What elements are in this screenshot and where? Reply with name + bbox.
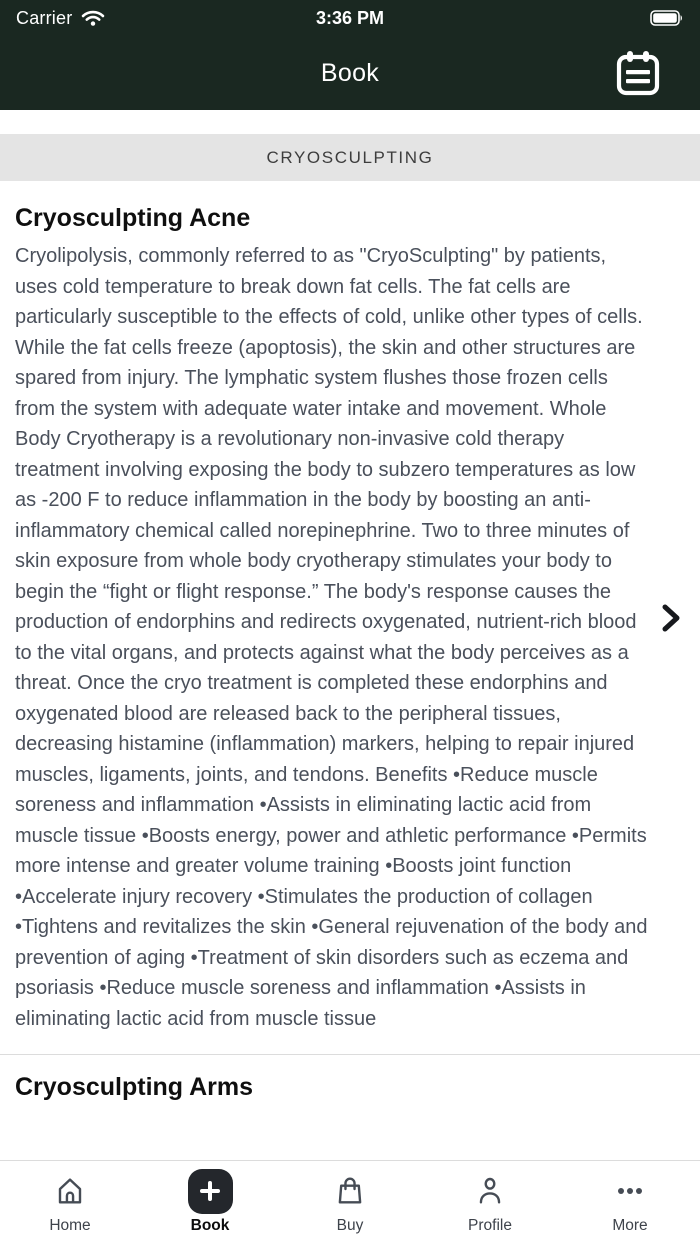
list-item-cryosculpting-arms[interactable] — [0, 1071, 700, 1103]
tab-buy[interactable] — [280, 1161, 420, 1244]
person-icon — [474, 1169, 506, 1213]
spacer — [0, 110, 700, 134]
next-article-title: Cryosculpting Arms — [15, 1073, 254, 1101]
wifi-icon — [81, 9, 105, 27]
tab-home[interactable] — [0, 1161, 140, 1244]
booking-calendar-icon — [614, 48, 662, 98]
appointments-button[interactable] — [614, 48, 662, 98]
tab-profile-label: Profile — [468, 1217, 512, 1234]
section-header — [0, 134, 700, 181]
article-body-text: Cryolipolysis, commonly referred to as "CryoSculpting" by patients, uses cold temperature to break down fat cells. The fat cells are particularly susceptible to the effects of cold, unlike other types of cells. While the fat cells freeze (apoptosis), the skin and other structures are spared from injury. The lymphatic system flushes those frozen cells from the system with adequate water intake and movement. Whole Body Cryotherapy is a revolutionary non-invasive cold therapy treatment involving exposing the body to subzero temperatures as low as -200 F to reduce inflammation in the body by boosting an anti-inflammatory chemical called norepinephrine. Two to three minutes of skin exposure from whole body cryotherapy stimulates your body to begin the “fight or flight response.” The body's response causes the production of endorphins and redirects oxygenated, nutrient-rich blood to the vital organs, and protects against what the body perceives as a threat. Once the cryo treatment is completed these endorphins and oxygenated blood are released back to the peripheral tissues, decreasing histamine (inflammation) markers, helping to repair injured muscles, ligaments, joints, and tendons. Benefits •Reduce muscle soreness and inflammation •Assists in eliminating lactic acid from muscle tissue •Boosts energy, power and athletic performance •Permits more intense and greater volume training •Boosts joint function •Accelerate injury recovery •Stimulates the production of collagen •Tightens and revitalizes the skin •General rejuvenation of the body and prevention of aging •Treatment of skin disorders such as eczema and psoriasis •Reduce muscle soreness and inflammation •Assists in eliminating lactic acid from muscle tissue — [15, 245, 648, 1030]
tab-more[interactable] — [560, 1161, 700, 1244]
clock-time: 3:36 PM — [315, 7, 385, 28]
plus-icon — [188, 1169, 233, 1214]
tab-profile[interactable] — [420, 1161, 560, 1244]
article-content — [15, 181, 652, 1054]
tab-book[interactable] — [140, 1161, 280, 1244]
list-item-cryosculpting-acne[interactable] — [0, 181, 700, 1054]
row-divider — [0, 1054, 700, 1055]
battery-icon — [650, 10, 684, 26]
status-bar — [0, 0, 700, 36]
tab-book-label: Book — [190, 1217, 230, 1234]
shopping-bag-icon — [334, 1169, 366, 1213]
ellipsis-icon — [613, 1169, 647, 1213]
section-header-label: CRYOSCULPTING — [266, 147, 434, 167]
nav-bar — [0, 36, 700, 110]
page-title: Book — [320, 58, 380, 87]
home-icon — [54, 1169, 86, 1213]
article-title: Cryosculpting Acne — [15, 204, 251, 232]
carrier-label: Carrier — [16, 7, 73, 28]
tab-bar — [0, 1160, 700, 1244]
chevron-right-icon — [652, 602, 690, 634]
tab-more-label: More — [612, 1217, 648, 1234]
tab-home-label: Home — [49, 1217, 91, 1234]
tab-buy-label: Buy — [336, 1217, 364, 1234]
